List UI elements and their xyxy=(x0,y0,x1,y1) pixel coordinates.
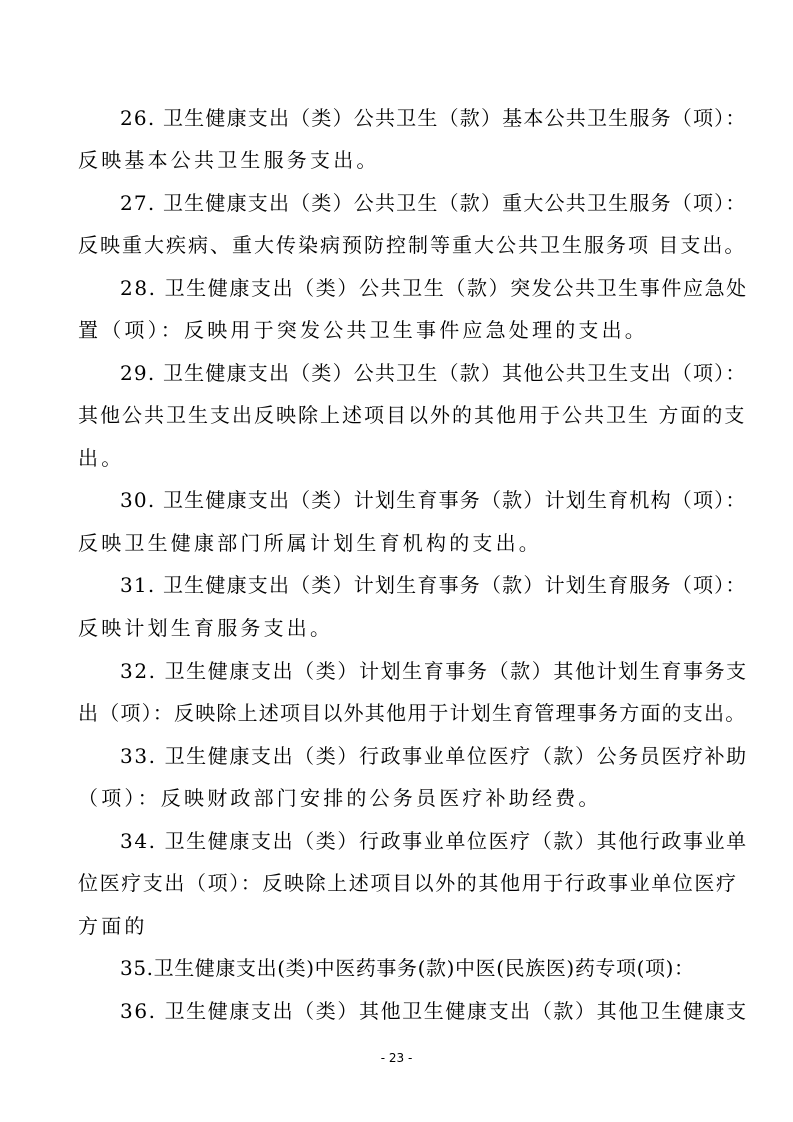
paragraph-29-line-3: 出。 xyxy=(78,446,125,470)
paragraph-31-line-1: 31. 卫生健康支出（类）计划生育事务（款）计划生育服务（项）： xyxy=(120,573,747,597)
paragraph-27-line-2: 反映重大疾病、重大传染病预防控制等重大公共卫生服务项 目支出。 xyxy=(78,233,747,257)
paragraph-29-line-1: 29. 卫生健康支出（类）公共卫生（款）其他公共卫生支出（项）： xyxy=(120,361,747,385)
paragraph-32-line-1: 32. 卫生健康支出（类）计划生育事务（款）其他计划生育事务支 xyxy=(120,659,748,683)
paragraph-26-line-1: 26. 卫生健康支出（类）公共卫生（款）基本公共卫生服务（项）： xyxy=(120,106,747,130)
paragraph-34-line-1: 34. 卫生健康支出（类）行政事业单位医疗（款）其他行政事业单 xyxy=(120,829,748,853)
paragraph-28-line-2: 置（项）：反映用于突发公共卫生事件应急处理的支出。 xyxy=(78,318,648,342)
paragraph-29-line-2: 其他公共卫生支出反映除上述项目以外的其他用于公共卫生 方面的支 xyxy=(78,403,747,427)
paragraph-36-line-1: 36. 卫生健康支出（类）其他卫生健康支出（款）其他卫生健康支 xyxy=(120,999,748,1023)
paragraph-31-line-2: 反映计划生育服务支出。 xyxy=(78,616,334,640)
paragraph-27-line-1: 27. 卫生健康支出（类）公共卫生（款）重大公共卫生服务（项）： xyxy=(120,191,747,215)
paragraph-34-line-3: 方面的 xyxy=(78,914,148,938)
paragraph-33-line-2: （项）：反映财政部门安排的公务员医疗补助经费。 xyxy=(78,786,602,810)
paragraph-26-line-2: 反映基本公共卫生服务支出。 xyxy=(78,148,380,172)
paragraph-33-line-1: 33. 卫生健康支出（类）行政事业单位医疗（款）公务员医疗补助 xyxy=(120,744,748,768)
paragraph-32-line-2: 出（项）：反映除上述项目以外其他用于计划生育管理事务方面的支出。 xyxy=(78,701,747,725)
paragraph-34-line-2: 位医疗支出（项）：反映除上述项目以外的其他用于行政事业单位医疗 xyxy=(78,871,738,895)
paragraph-30-line-1: 30. 卫生健康支出（类）计划生育事务（款）计划生育机构（项）： xyxy=(120,488,747,512)
paragraph-35-line-1: 35.卫生健康支出(类)中医药事务(款)中医(民族医)药专项(项)： xyxy=(120,956,695,980)
page-number: - 23 - xyxy=(380,1051,413,1065)
paragraph-30-line-2: 反映卫生健康部门所属计划生育机构的支出。 xyxy=(78,531,542,555)
paragraph-28-line-1: 28. 卫生健康支出（类）公共卫生（款）突发公共卫生事件应急处 xyxy=(120,276,748,300)
